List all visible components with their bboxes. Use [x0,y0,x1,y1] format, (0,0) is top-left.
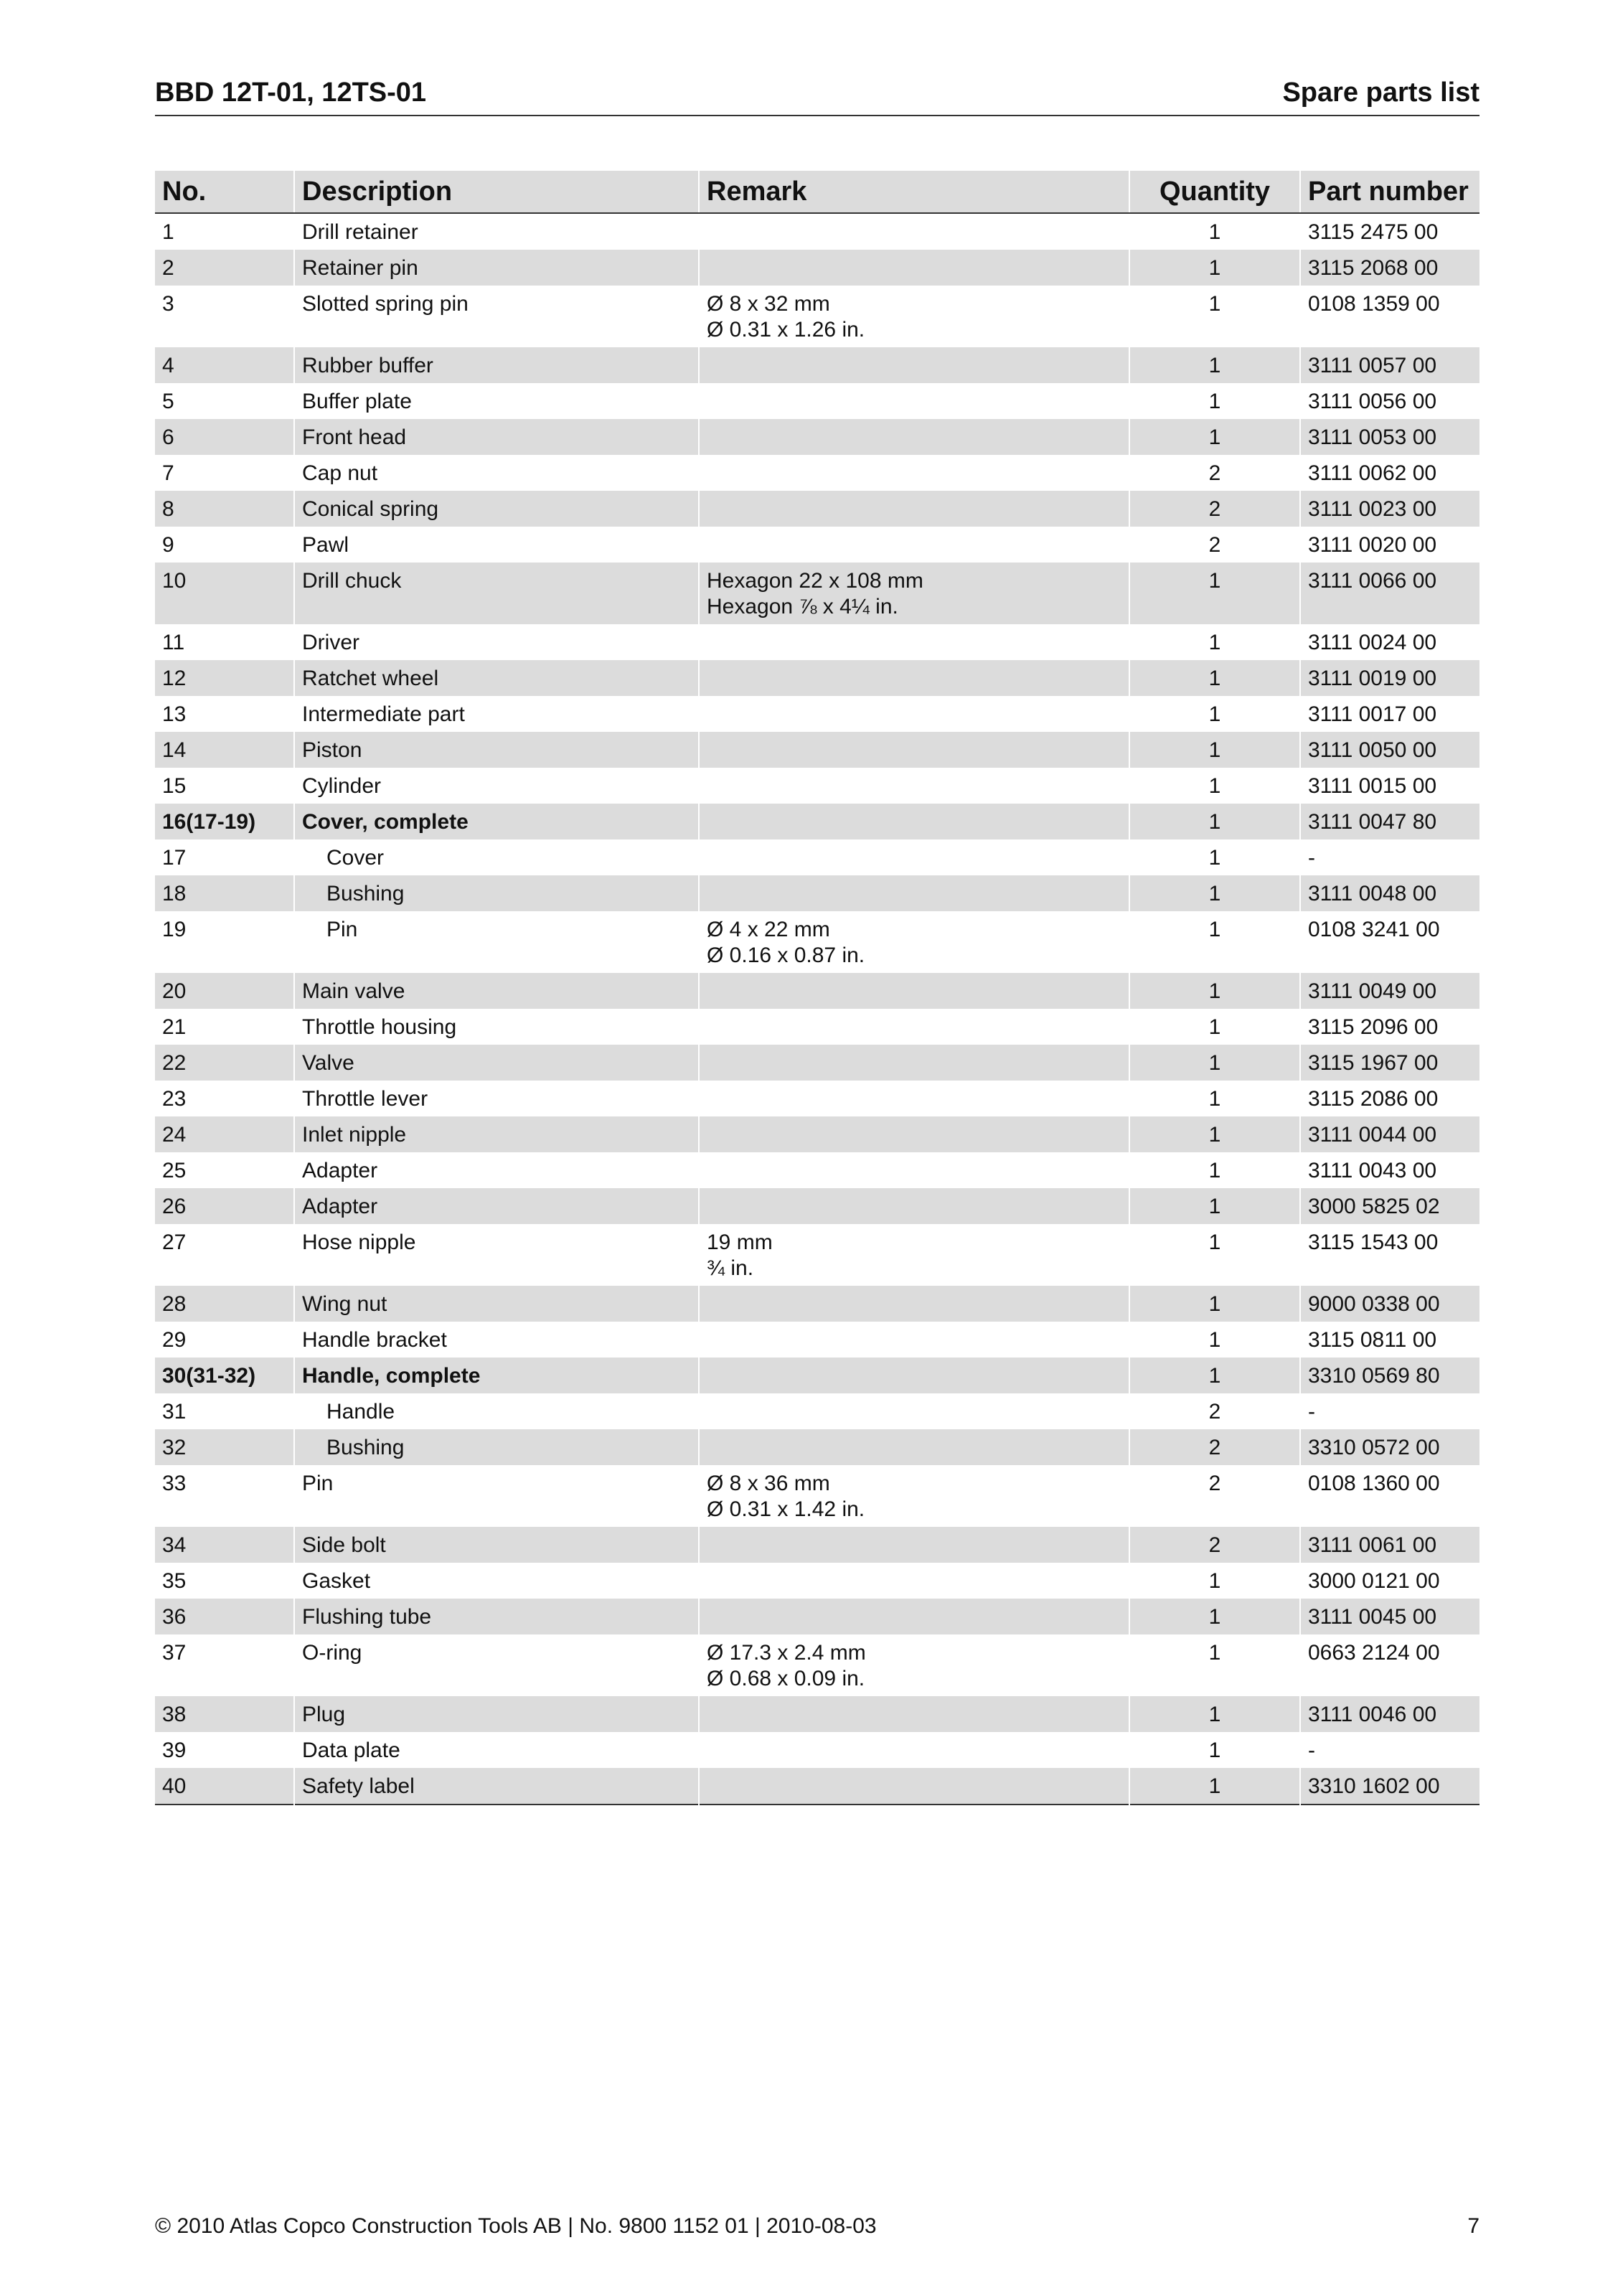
part-number-cell: 3111 0062 00 [1300,455,1479,491]
part-number-cell: 3111 0023 00 [1300,491,1479,527]
description-cell: Slotted spring pin [294,286,699,347]
table-row [155,660,1479,696]
column-header-remark: Remark [699,171,1129,213]
description-cell: Piston [294,732,699,768]
table-row [155,1009,1479,1045]
quantity-cell: 1 [1129,347,1300,383]
item-number-cell: 13 [162,702,187,726]
quantity-cell: 1 [1129,1732,1300,1768]
quantity-cell: 2 [1129,491,1300,527]
description-cell: Wing nut [294,1286,699,1322]
quantity-cell: 2 [1129,1393,1300,1429]
remark-cell [699,1224,1129,1286]
quantity-cell: 1 [1129,660,1300,696]
remark-cell [699,1081,1129,1116]
table-row [155,383,1479,419]
remark-cell [699,696,1129,732]
item-number-cell: 39 [162,1739,187,1762]
item-number-cell: 21 [162,1015,187,1039]
item-number-cell: 35 [162,1569,187,1593]
quantity-cell: 1 [1129,419,1300,455]
quantity-cell: 1 [1129,804,1300,839]
description-cell: Cap nut [294,455,699,491]
remark-cell [699,1768,1129,1805]
description-cell: Handle, complete [294,1358,699,1393]
item-number-cell: 27 [162,1231,187,1254]
spare-parts-table [155,171,1479,1805]
part-number-cell: 3111 0061 00 [1300,1527,1479,1563]
part-number-cell: 3000 0121 00 [1300,1563,1479,1599]
table-row [155,1116,1479,1152]
table-row [155,1634,1479,1696]
remark-line: Ø 4 x 22 mm [707,918,830,941]
remark-line: 19 mm [707,1231,773,1254]
remark-cell [699,1563,1129,1599]
page-number: 7 [1467,2214,1479,2238]
quantity-cell: 1 [1129,732,1300,768]
quantity-cell: 1 [1129,624,1300,660]
remark-cell [699,455,1129,491]
description-cell: Bushing [294,875,699,911]
part-number-cell: - [1300,1393,1479,1429]
remark-line: Ø 17.3 x 2.4 mm [707,1641,866,1665]
remark-cell [699,419,1129,455]
quantity-cell: 1 [1129,1696,1300,1732]
part-number-cell: 3111 0017 00 [1300,696,1479,732]
item-number-cell: 1 [162,220,174,244]
table-row [155,563,1479,624]
table-row [155,1429,1479,1465]
quantity-cell: 2 [1129,1429,1300,1465]
item-number-cell: 12 [155,660,294,696]
table-row [155,973,1479,1009]
quantity-cell: 2 [1129,1465,1300,1527]
item-number-cell: 36 [155,1599,294,1634]
remark-cell [699,1322,1129,1358]
table-row [155,1081,1479,1116]
part-number-cell: 3115 2096 00 [1300,1009,1479,1045]
part-number-cell: - [1300,1732,1479,1768]
remark-cell [699,804,1129,839]
table-row [155,419,1479,455]
part-number-cell: 3000 5825 02 [1300,1188,1479,1224]
description-cell: Cover [294,839,699,875]
remark-cell [699,1429,1129,1465]
item-number-cell: 40 [155,1768,294,1805]
item-number-cell: 19 [162,918,187,941]
table-row [155,1696,1479,1732]
description-cell: Pin [294,911,699,973]
quantity-cell: 1 [1129,1009,1300,1045]
remark-cell [699,250,1129,286]
column-header-description: Description [294,171,699,213]
remark-cell [699,624,1129,660]
part-number-cell: 3111 0043 00 [1300,1152,1479,1188]
table-row [155,455,1479,491]
quantity-cell: 1 [1129,1286,1300,1322]
description-cell: Front head [294,419,699,455]
part-number-cell: 3111 0019 00 [1300,660,1479,696]
column-header-quantity: Quantity [1129,171,1300,213]
document-title: BBD 12T-01, 12TS-01 [155,77,427,108]
remark-cell [699,563,1129,624]
description-cell: Side bolt [294,1527,699,1563]
remark-cell [699,1465,1129,1527]
remark-line: Ø 0.31 x 1.26 in. [707,318,865,342]
item-number-cell: 37 [162,1641,187,1665]
quantity-cell: 1 [1129,563,1300,624]
column-header-no: No. [155,171,294,213]
description-cell: Ratchet wheel [294,660,699,696]
description-cell: Adapter [294,1152,699,1188]
remark-cell [699,839,1129,875]
table-row [155,1322,1479,1358]
description-cell: Cylinder [294,768,699,804]
part-number-cell: 0108 1359 00 [1300,286,1479,347]
item-number-cell: 9 [162,533,174,557]
table-row [155,696,1479,732]
item-number-cell: 8 [155,491,294,527]
quantity-cell: 2 [1129,455,1300,491]
remark-cell [699,286,1129,347]
table-row [155,1732,1479,1768]
quantity-cell: 1 [1129,1563,1300,1599]
quantity-cell: 1 [1129,1045,1300,1081]
item-number-cell: 5 [162,390,174,413]
description-cell: Retainer pin [294,250,699,286]
quantity-cell: 1 [1129,875,1300,911]
description-cell: Conical spring [294,491,699,527]
remark-line: ¾ in. [707,1256,754,1280]
remark-cell [699,732,1129,768]
part-number-cell: 3111 0056 00 [1300,383,1479,419]
remark-cell [699,1358,1129,1393]
table-row [155,250,1479,286]
description-cell: Main valve [294,973,699,1009]
quantity-cell: 1 [1129,1634,1300,1696]
table-row [155,1393,1479,1429]
quantity-cell: 1 [1129,973,1300,1009]
table-row [155,804,1479,839]
description-cell: Driver [294,624,699,660]
item-number-cell: 26 [155,1188,294,1224]
remark-cell [699,1732,1129,1768]
table-row [155,875,1479,911]
description-cell: Intermediate part [294,696,699,732]
header-row [155,171,1479,213]
quantity-cell: 1 [1129,286,1300,347]
remark-cell [699,213,1129,250]
part-number-cell: 3115 2068 00 [1300,250,1479,286]
quantity-cell: 2 [1129,527,1300,563]
column-header-part-number: Part number [1300,171,1479,213]
remark-cell [699,1393,1129,1429]
quantity-cell: 1 [1129,1768,1300,1805]
quantity-cell: 1 [1129,1358,1300,1393]
part-number-cell: 3115 1543 00 [1300,1224,1479,1286]
part-number-cell: 3310 0569 80 [1300,1358,1479,1393]
remark-line: Ø 0.16 x 0.87 in. [707,944,865,967]
table-row [155,839,1479,875]
item-number-cell: 32 [155,1429,294,1465]
description-cell: Buffer plate [294,383,699,419]
description-cell: Hose nipple [294,1224,699,1286]
table-row [155,213,1479,250]
table-row [155,1563,1479,1599]
remark-cell [699,527,1129,563]
page-footer [155,2214,1479,2246]
quantity-cell: 1 [1129,1188,1300,1224]
remark-line: Ø 8 x 36 mm [707,1472,830,1495]
table-row [155,732,1479,768]
table-row [155,1045,1479,1081]
item-number-cell: 29 [162,1328,187,1352]
table-row [155,1188,1479,1224]
quantity-cell: 1 [1129,1322,1300,1358]
table-header [155,171,1479,213]
part-number-cell: 3111 0066 00 [1300,563,1479,624]
part-number-cell: 3115 2086 00 [1300,1081,1479,1116]
description-cell: Flushing tube [294,1599,699,1634]
part-number-cell: 3111 0057 00 [1300,347,1479,383]
description-cell: Valve [294,1045,699,1081]
description-cell: Adapter [294,1188,699,1224]
part-number-cell: 0108 1360 00 [1300,1465,1479,1527]
item-number-cell: 30(31-32) [155,1358,294,1393]
table-row [155,1286,1479,1322]
quantity-cell: 2 [1129,1527,1300,1563]
part-number-cell: 3310 0572 00 [1300,1429,1479,1465]
part-number-cell: 0108 3241 00 [1300,911,1479,973]
description-cell: Safety label [294,1768,699,1805]
part-number-cell: 9000 0338 00 [1300,1286,1479,1322]
item-number-cell: 7 [162,461,174,485]
table-row [155,527,1479,563]
quantity-cell: 1 [1129,768,1300,804]
description-cell: Inlet nipple [294,1116,699,1152]
remark-cell [699,768,1129,804]
remark-cell [699,1599,1129,1634]
item-number-cell: 4 [155,347,294,383]
item-number-cell: 25 [162,1159,187,1182]
item-number-cell: 22 [155,1045,294,1081]
description-cell: Cover, complete [294,804,699,839]
description-cell: Throttle housing [294,1009,699,1045]
remark-line: Ø 8 x 32 mm [707,292,830,316]
item-number-cell: 2 [155,250,294,286]
part-number-cell: 3111 0053 00 [1300,419,1479,455]
table-row [155,911,1479,973]
table-row [155,768,1479,804]
remark-cell [699,1527,1129,1563]
part-number-cell: 3310 1602 00 [1300,1768,1479,1805]
table-row [155,347,1479,383]
remark-cell [699,1009,1129,1045]
item-number-cell: 10 [155,563,294,624]
footer-copyright: © 2010 Atlas Copco Construction Tools AB | No. 9800 1152 01 | 2010-08-03 [155,2214,877,2238]
description-cell: Handle bracket [294,1322,699,1358]
part-number-cell: 3111 0047 80 [1300,804,1479,839]
table-row [155,1768,1479,1805]
remark-cell [699,1634,1129,1696]
description-cell: Pawl [294,527,699,563]
quantity-cell: 1 [1129,1081,1300,1116]
item-number-cell: 28 [155,1286,294,1322]
part-number-cell: 3115 1967 00 [1300,1045,1479,1081]
part-number-cell: 3111 0050 00 [1300,732,1479,768]
remark-cell [699,1286,1129,1322]
description-cell: Gasket [294,1563,699,1599]
remark-line: Ø 0.68 x 0.09 in. [707,1667,865,1690]
part-number-cell: 3111 0024 00 [1300,624,1479,660]
quantity-cell: 1 [1129,696,1300,732]
item-number-cell: 31 [162,1400,187,1424]
remark-cell [699,1696,1129,1732]
item-number-cell: 38 [155,1696,294,1732]
quantity-cell: 1 [1129,1152,1300,1188]
part-number-cell: 3111 0049 00 [1300,973,1479,1009]
item-number-cell: 18 [155,875,294,911]
part-number-cell: 3111 0048 00 [1300,875,1479,911]
item-number-cell: 16(17-19) [155,804,294,839]
description-cell: O-ring [294,1634,699,1696]
item-number-cell: 3 [162,292,174,316]
part-number-cell: 3115 2475 00 [1300,213,1479,250]
table-row [155,624,1479,660]
description-cell: Throttle lever [294,1081,699,1116]
remark-cell [699,660,1129,696]
table-row [155,1152,1479,1188]
quantity-cell: 1 [1129,383,1300,419]
remark-cell [699,911,1129,973]
quantity-cell: 1 [1129,250,1300,286]
part-number-cell: 3111 0046 00 [1300,1696,1479,1732]
part-number-cell: 3111 0044 00 [1300,1116,1479,1152]
table-body [155,213,1479,1805]
remark-cell [699,1116,1129,1152]
remark-cell [699,383,1129,419]
remark-cell [699,491,1129,527]
remark-cell [699,1188,1129,1224]
description-cell: Drill retainer [294,213,699,250]
remark-cell [699,875,1129,911]
remark-line: Ø 0.31 x 1.42 in. [707,1497,865,1521]
section-title: Spare parts list [1282,77,1479,108]
table-row [155,286,1479,347]
item-number-cell: 15 [162,774,187,798]
item-number-cell: 34 [155,1527,294,1563]
description-cell: Bushing [294,1429,699,1465]
item-number-cell: 11 [162,631,185,654]
quantity-cell: 1 [1129,1116,1300,1152]
remark-line: Hexagon 22 x 108 mm [707,569,923,593]
table-row [155,1358,1479,1393]
table-row [155,491,1479,527]
description-cell: Data plate [294,1732,699,1768]
item-number-cell: 20 [155,973,294,1009]
item-number-cell: 23 [162,1087,187,1111]
quantity-cell: 1 [1129,839,1300,875]
description-cell: Drill chuck [294,563,699,624]
description-cell: Pin [294,1465,699,1527]
quantity-cell: 1 [1129,911,1300,973]
remark-cell [699,1152,1129,1188]
item-number-cell: 24 [155,1116,294,1152]
page-header [155,75,1479,116]
description-cell: Handle [294,1393,699,1429]
table-row [155,1465,1479,1527]
item-number-cell: 33 [162,1472,187,1495]
description-cell: Plug [294,1696,699,1732]
quantity-cell: 1 [1129,213,1300,250]
quantity-cell: 1 [1129,1224,1300,1286]
quantity-cell: 1 [1129,1599,1300,1634]
part-number-cell: 0663 2124 00 [1300,1634,1479,1696]
item-number-cell: 17 [162,846,187,870]
part-number-cell: 3115 0811 00 [1300,1322,1479,1358]
remark-cell [699,1045,1129,1081]
item-number-cell: 6 [155,419,294,455]
remark-cell [699,973,1129,1009]
part-number-cell: 3111 0020 00 [1300,527,1479,563]
item-number-cell: 14 [155,732,294,768]
description-cell: Rubber buffer [294,347,699,383]
remark-line: Hexagon ⅞ x 4¼ in. [707,595,898,618]
table-row [155,1527,1479,1563]
table-row [155,1599,1479,1634]
part-number-cell: - [1300,839,1479,875]
part-number-cell: 3111 0015 00 [1300,768,1479,804]
part-number-cell: 3111 0045 00 [1300,1599,1479,1634]
remark-cell [699,347,1129,383]
table-row [155,1224,1479,1286]
